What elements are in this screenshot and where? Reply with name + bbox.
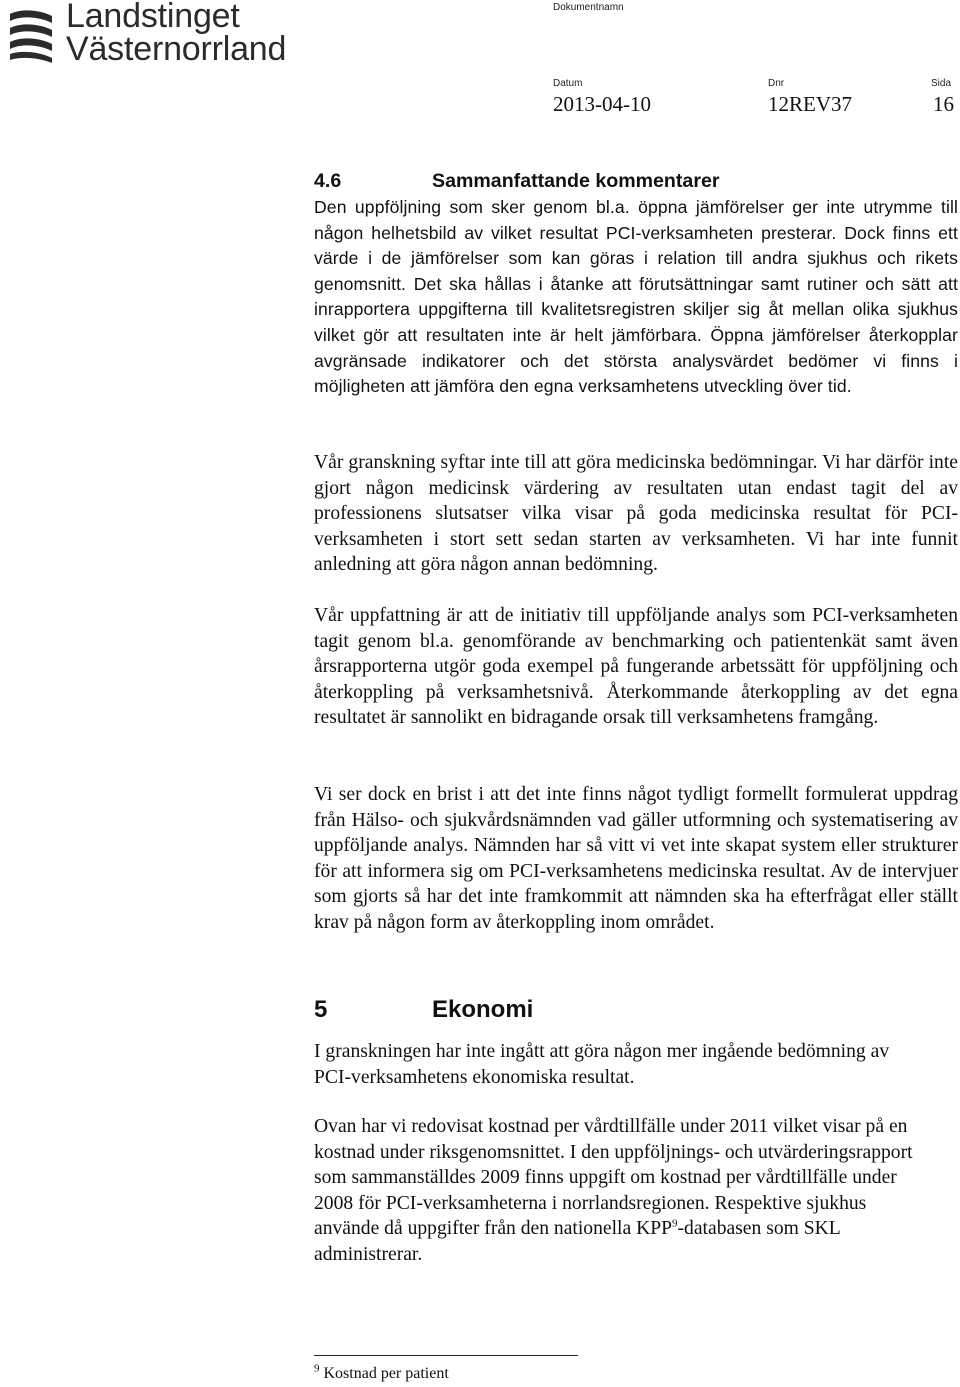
paragraph-text: Ovan har vi redovisat kostnad per vårdtillfälle under 2011 vilket visar på en kostnad under riksgenomsnittet. I den uppföljnings- och utvärderingsrapport som sammanställdes 2009 finns uppgift om kostnad per vårdtillfälle under 2008 för PCI-verksamheterna i norrlandsregionen. Respektive sjukhus använde då uppgifter från den nationella KPP: [314, 1116, 913, 1240]
section-heading-4-6: [314, 170, 719, 193]
date-label: Datum: [553, 78, 583, 89]
paragraph: Vi ser dock en brist i att det inte finns något tydligt formellt formulerat uppdrag från Hälso- och sjukvårdsnämnden vad gäller utformning och systematisering av uppföljande analys. Nämnden har så vitt vi vet inte skapat system eller strukturer för att informera sig om PCI-verksamhetens medicinska resultat. Av de intervjuer som gjorts så har det inte framkommit att nämnden ska ha efterfrågat eller ställt krav på någon form av återkoppling inom området.: [314, 784, 958, 933]
footnote-reference[interactable]: 9: [672, 1217, 678, 1230]
date-value: 2013-04-10: [553, 92, 651, 116]
section-title: Sammanfattande kommentarer: [432, 170, 720, 192]
footnote-text: Kostnad per patient: [323, 1365, 449, 1382]
landstinget-logo-icon: [6, 8, 56, 64]
document-name-label: Dokumentnamn: [553, 2, 624, 13]
footnote-divider: [314, 1355, 578, 1356]
logo-line-2: Västernorrland: [66, 30, 287, 68]
paragraph: Den uppföljning som sker genom bl.a. öppna jämförelser ger inte utrymme till någon helhetsbild av vilket resultat PCI-verksamheten presterar. Dock finns ett värde i de jämförelser som kan göras i relation till andra sjukhus och rikets genomsnitt. Det ska hållas i åtanke att förutsättningar samt rutiner och sätt att inrapportera uppgifterna till kvalitetsregistren skiljer sig åt mellan olika sjukhus vilket gör att resultaten inte är helt jämförbara. Öppna jämförelser återkopplar avgränsade indikatorer och det största analysvärdet bedömer vi finns i möjligheten att jämföra den egna verksamhetens utveckling över tid.: [314, 197, 958, 397]
logo-wordmark: [66, 0, 286, 66]
page-label: Sida: [931, 78, 952, 89]
paragraph: I granskningen har inte ingått att göra någon mer ingående bedömning av PCI-verksamhetens ekonomiska resultat.: [314, 1041, 890, 1088]
section-number: 4.6: [314, 170, 342, 192]
section-title: Ekonomi: [432, 996, 534, 1023]
footnote-mark: 9: [314, 1362, 320, 1375]
dnr-label: Dnr: [768, 78, 785, 89]
logo-line-1: Landstinget: [66, 0, 240, 35]
dnr-value: 12REV37: [768, 92, 852, 116]
paragraph: Vår granskning syftar inte till att göra medicinska bedömningar. Vi har därför inte gjort någon medicinsk värdering av resultaten utan endast tagit del av professionens slutsatser vilka visar på goda medicinska resultat för PCI-verksamheten i stort sett sedan starten av verksamheten. Vi har inte funnit anledning att göra någon annan bedömning.: [314, 452, 958, 576]
page-number: 16: [933, 92, 954, 116]
paragraph: [314, 1114, 934, 1268]
footnote: [314, 1362, 449, 1383]
section-number: 5: [314, 996, 328, 1023]
paragraph: Vår uppfattning är att de initiativ till uppföljande analys som PCI-verksamheten tagit genom bl.a. genomförande av benchmarking och patientenkät samt även årsrapporterna utgör goda exempel på fungerande arbetssätt för uppföljning och återkoppling på verksamhetsnivå. Återkommande återkoppling av det egna resultatet är sannolikt en bidragande orsak till verksamhetens framgång.: [314, 605, 958, 729]
paragraph-text-end: -databasen som SKL administrerar.: [314, 1218, 841, 1265]
organization-logo: [0, 0, 300, 70]
section-heading-5: [314, 996, 533, 1024]
